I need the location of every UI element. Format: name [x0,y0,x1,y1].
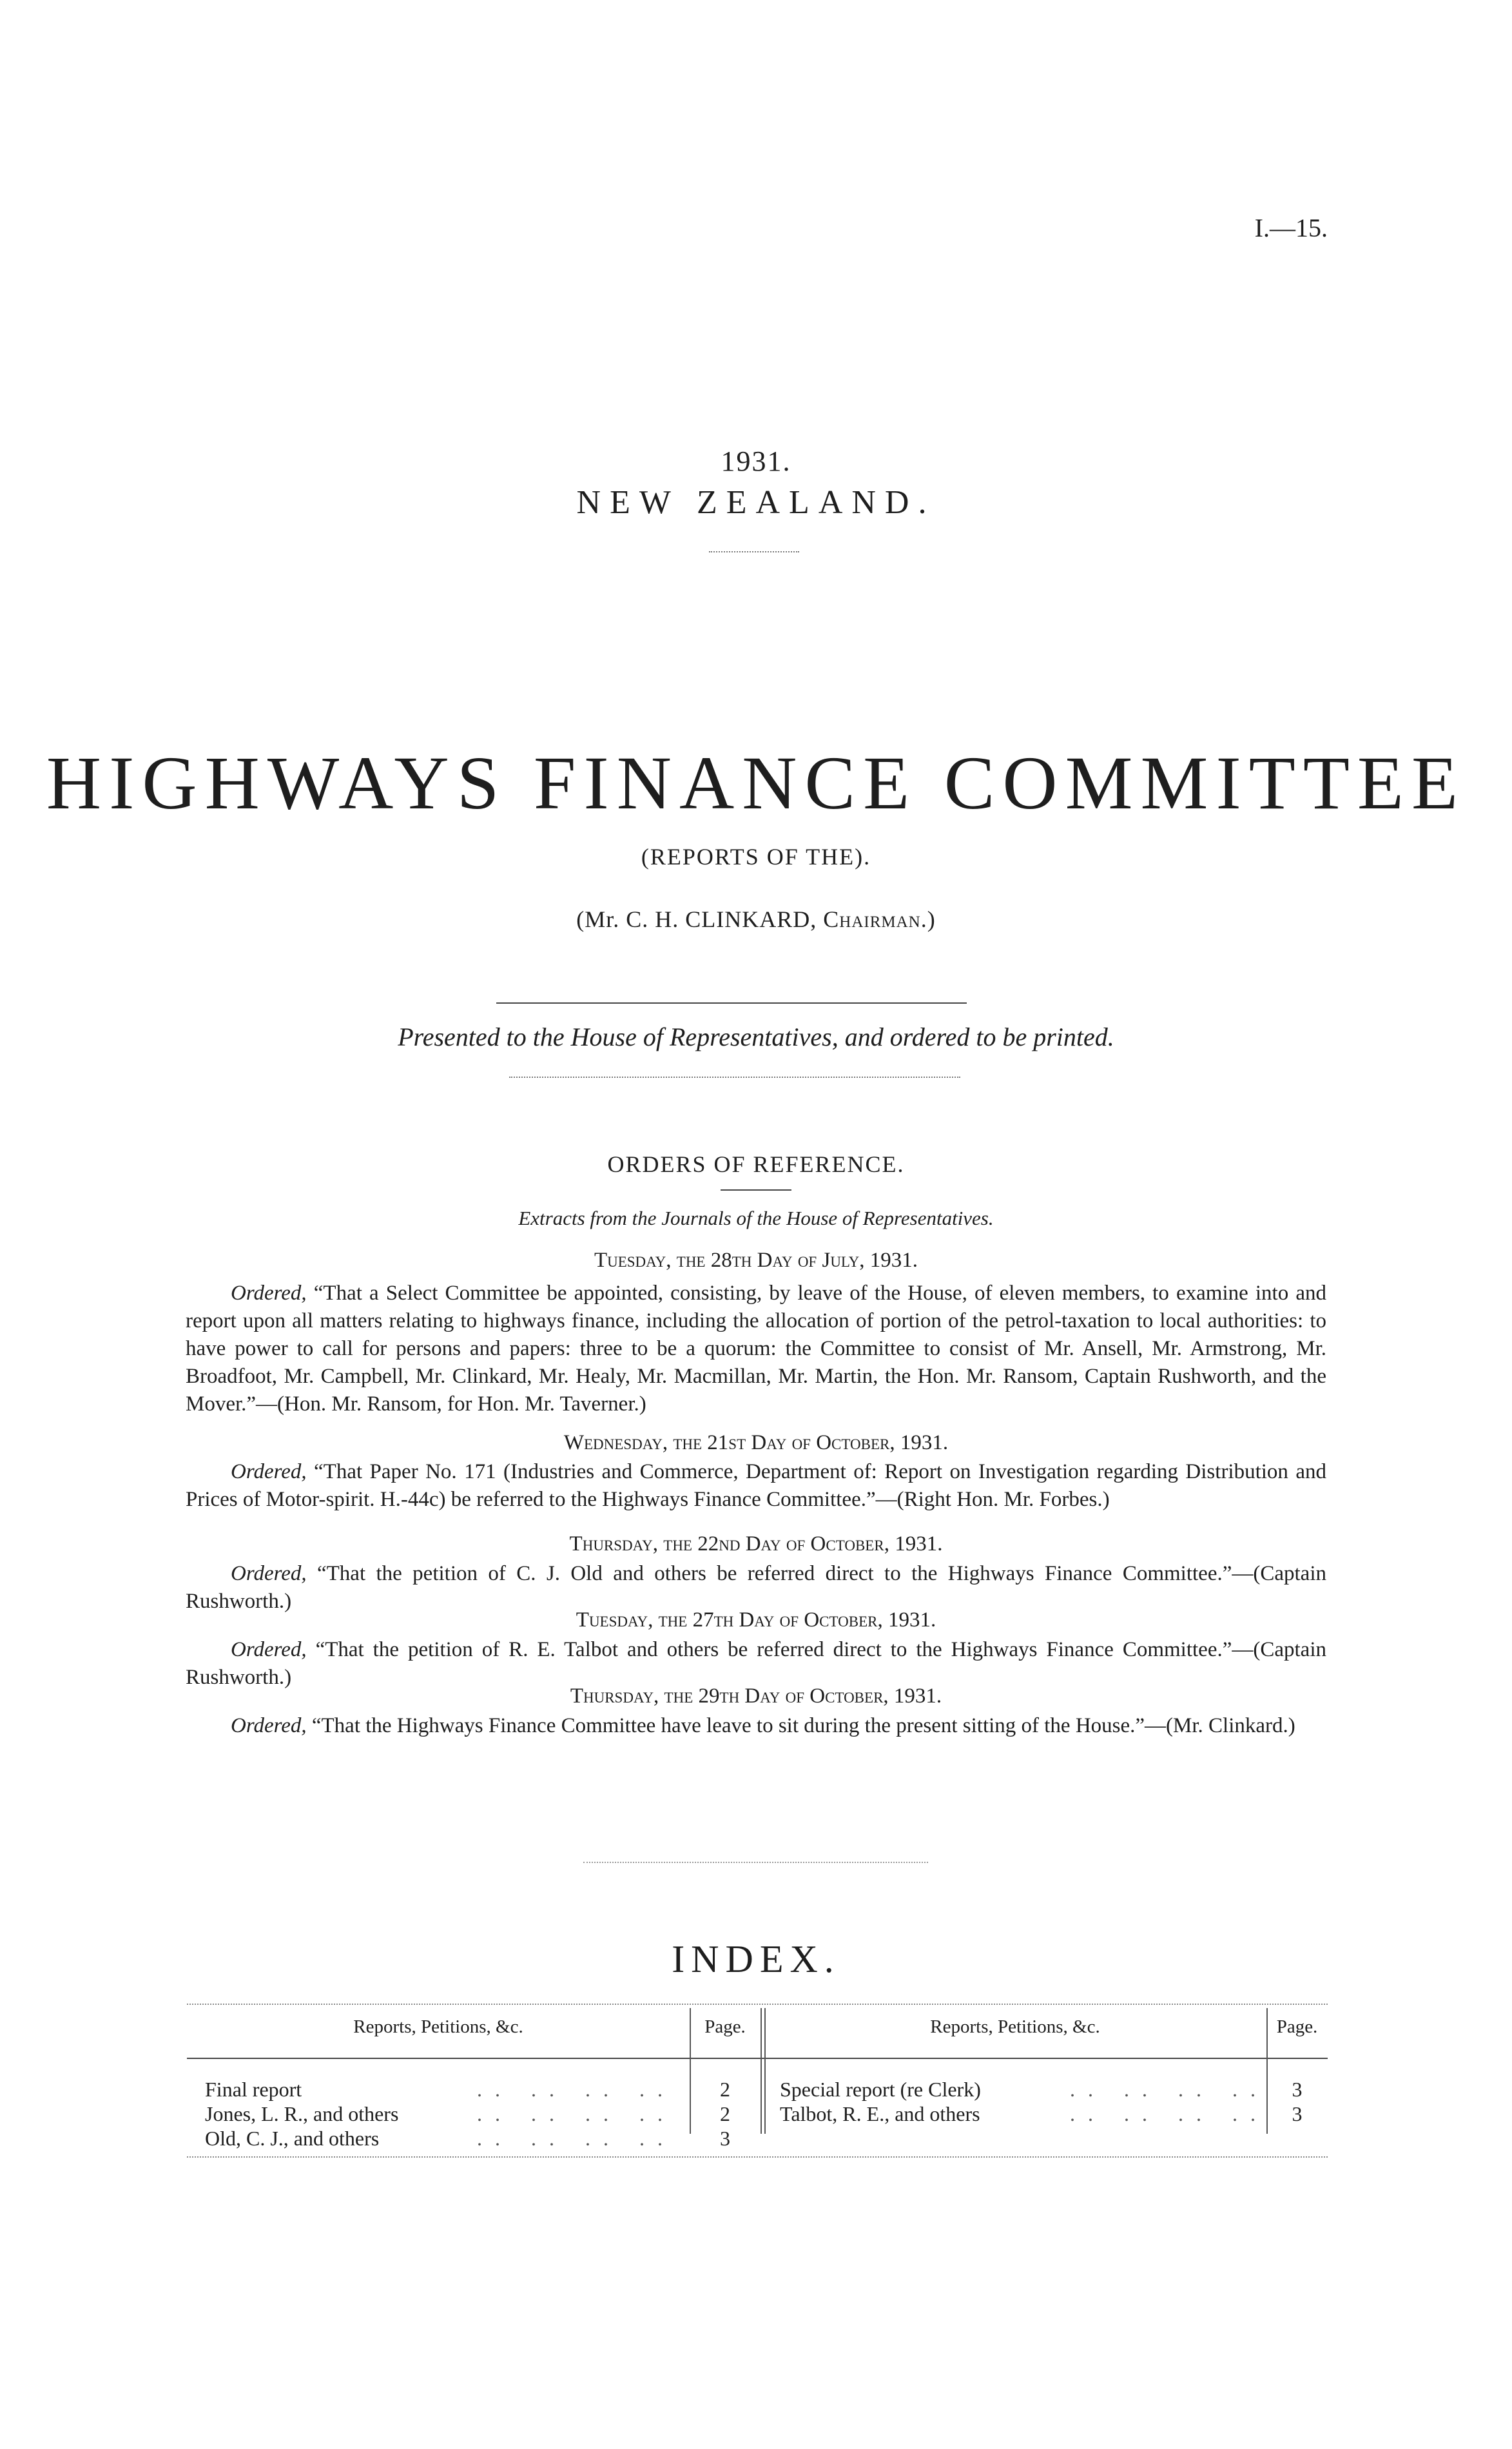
index-entry: Special report (re Clerk) [780,2078,981,2101]
index-page-header: Page. [1276,2016,1318,2037]
index-heading: INDEX. [672,1938,840,1980]
index-leader: .. .. .. .. [477,2102,675,2125]
index-leader: .. .. .. .. [477,2127,675,2150]
paper-reference: I.—15. [1254,213,1328,242]
index-column-header: Reports, Petitions, &c. [353,2016,523,2037]
index-entry-page: 3 [720,2127,730,2150]
orders-heading: ORDERS OF REFERENCE. [607,1151,905,1177]
order-text: “That Paper No. 171 (Industries and Commerce, Department of: Report on Investigation regarding Distribution and Prices of Motor-spirit. H.-44c) be referred to the Highways Finance Committee.”—(Right Hon. Mr. Forbes.) [186,1460,1326,1511]
index-entry: Talbot, R. E., and others [780,2102,980,2125]
divider [583,1862,928,1863]
index-entry: Final report [205,2078,302,2101]
index-leader: .. .. .. .. [1070,2102,1268,2125]
order-date: Thursday, the 29th Day of October, 1931. [570,1684,942,1708]
extracts-note: Extracts from the Journals of the House of Representatives. [518,1207,994,1229]
index-entry: Jones, L. R., and others [205,2102,399,2125]
order-text: “That a Select Committee be appointed, consisting, by leave of the House, of eleven members, to examine into and report upon all matters relating to highways finance, including the allocation of portion of the petrol-taxation to local authorities: to have power to call for persons and papers: three to be a quorum: the Committee to consist of Mr. Ansell, Mr. Armstrong, Mr. Broadfoot, Mr. Campbell, Mr. Clinkard, Mr. Healy, Mr. Macmillan, Mr. Martin, the Hon. Mr. Ransom, Captain Rushworth, and the Mover.”—(Hon. Mr. Ransom, for Hon. Mr. Taverner.) [186,1282,1327,1416]
divider [496,1002,967,1004]
ordered-label: Ordered, [231,1282,307,1305]
divider [721,1189,791,1191]
index-entry-page: 3 [1292,2078,1303,2101]
order-text: “That the petition of R. E. Talbot and others be referred direct to the Highways Finance Committee.”—(Captain Rushworth.) [186,1638,1327,1689]
order-date: Tuesday, the 27th Day of October, 1931. [576,1608,936,1632]
order-paragraph [186,1712,1326,1740]
chairman-role: Chairman.) [823,906,936,932]
index-bottom-rule [187,2156,1328,2158]
ordered-label: Ordered, [231,1638,307,1661]
index-top-rule [187,2004,1328,2005]
year: 1931. [721,445,791,477]
order-date: Tuesday, the 28th Day of July, 1931. [594,1249,918,1272]
country-name: NEW ZEALAND. [576,484,936,521]
column-divider [761,2008,762,2134]
document-subtitle: (REPORTS OF THE). [641,844,871,870]
index-page-header: Page. [704,2016,746,2037]
index-entry: Old, C. J., and others [205,2127,380,2150]
order-paragraph [186,1280,1326,1418]
index-entry-page: 2 [720,2102,730,2125]
presented-statement: Presented to the House of Representatives, and ordered to be printed. [398,1022,1114,1051]
order-paragraph [186,1560,1326,1615]
chairman-name: (Mr. C. H. CLINKARD, [576,906,817,932]
ordered-label: Ordered, [231,1460,307,1483]
order-date: Thursday, the 22nd Day of October, 1931. [569,1532,943,1556]
ordered-label: Ordered, [231,1714,307,1737]
index-column-header: Reports, Petitions, &c. [930,2016,1100,2037]
document-title: HIGHWAYS FINANCE COMMITTEE [46,741,1466,825]
ordered-label: Ordered, [231,1562,307,1585]
divider [509,1077,960,1078]
chairman-line [0,906,1512,933]
index-leader: .. .. .. .. [1070,2078,1268,2101]
order-text: “That the Highways Finance Committee have leave to sit during the present sitting of the House.”—(Mr. Clinkard.) [311,1714,1295,1737]
index-header-rule [187,2058,1328,2059]
order-text: “That the petition of C. J. Old and others be referred direct to the Highways Finance Committee.”—(Captain Rushworth.) [186,1562,1326,1613]
index-leader: .. .. .. .. [477,2078,675,2101]
order-paragraph [186,1636,1326,1692]
column-divider [764,2008,766,2134]
index-entry-page: 2 [720,2078,730,2101]
divider [709,551,799,552]
order-date: Wednesday, the 21st Day of October, 1931. [563,1431,949,1454]
index-entry-page: 3 [1292,2102,1303,2125]
order-paragraph [186,1458,1326,1514]
